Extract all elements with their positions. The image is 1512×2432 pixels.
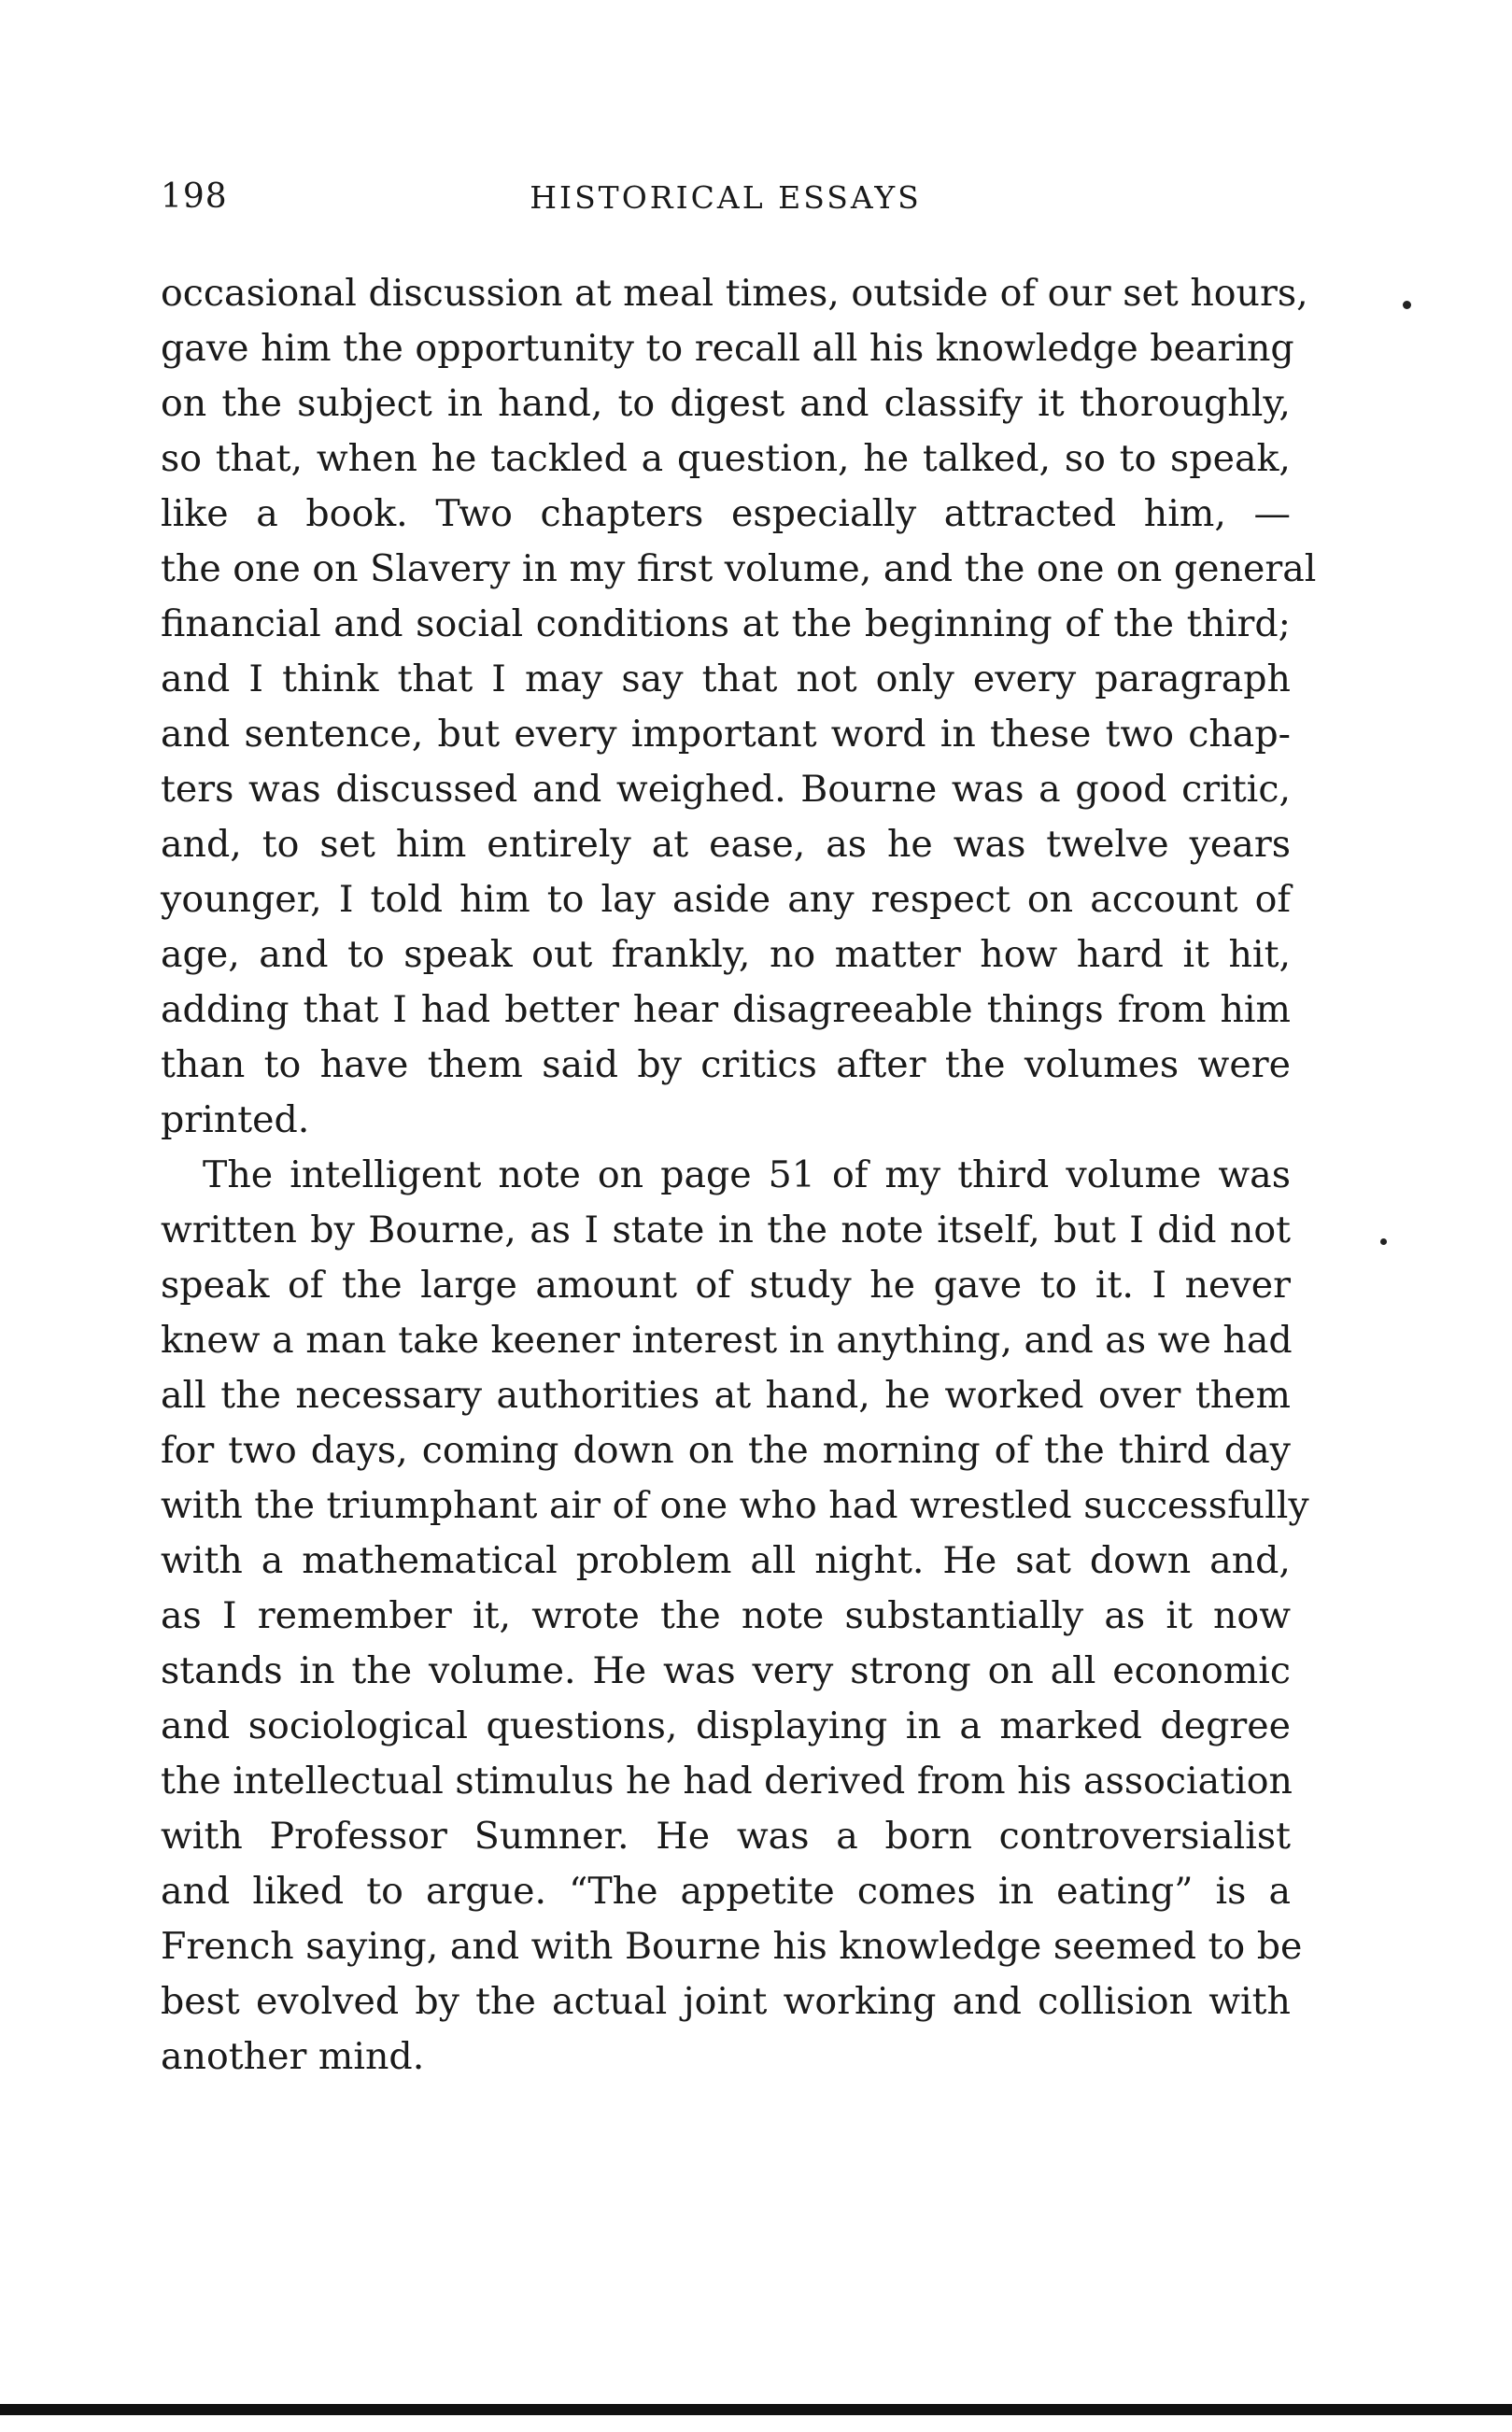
text-line: and sociological questions, displaying in a marked degree (161, 1704, 1291, 1747)
text-line: another mind. (161, 2035, 425, 2078)
body-text (161, 266, 1317, 2085)
page-header (161, 177, 1291, 224)
text-line: gave him the opportunity to recall all his knowledge bearing (161, 327, 1294, 370)
text-line: like a book. Two chapters especially attracted him, — (161, 492, 1291, 535)
text-line: so that, when he tackled a question, he talked, so to speak, (161, 437, 1291, 480)
text-line: printed. (161, 1098, 310, 1141)
paragraph-1 (161, 266, 1317, 1148)
text-line: the one on Slavery in my first volume, and the one on general (161, 547, 1317, 590)
text-line: financial and social conditions at the beginning of the third; (161, 602, 1291, 645)
text-line: and, to set him entirely at ease, as he was twelve years (161, 823, 1291, 866)
text-line: knew a man take keener interest in anything, and as we had (161, 1319, 1293, 1362)
text-line: the intellectual stimulus he had derived from his association (161, 1760, 1293, 1803)
text-line: written by Bourne, as I state in the note itself, but I did not (161, 1209, 1291, 1251)
text-line: best evolved by the actual joint working and collision with (161, 1980, 1291, 2023)
text-line: on the subject in hand, to digest and classify it thoroughly, (161, 382, 1291, 425)
text-line: as I remember it, wrote the note substantially as it now (161, 1594, 1291, 1637)
text-line: speak of the large amount of study he gave to it. I never (161, 1264, 1291, 1307)
text-line: than to have them said by critics after the volumes were (161, 1043, 1291, 1086)
text-line: occasional discussion at meal times, outside of our set hours, (161, 272, 1308, 315)
page-bottom-rule (0, 2404, 1512, 2415)
page-number: 198 (161, 177, 228, 216)
text-line: The intelligent note on page 51 of my third volume was (203, 1153, 1291, 1196)
text-line: and liked to argue. “The appetite comes in eating” is a (161, 1870, 1291, 1913)
text-line: for two days, coming down on the morning of the third day (161, 1429, 1291, 1472)
text-line: with a mathematical problem all night. He sat down and, (161, 1539, 1291, 1582)
text-line: stands in the volume. He was very strong on all economic (161, 1649, 1291, 1692)
text-line: all the necessary authorities at hand, he worked over them (161, 1374, 1291, 1417)
text-line: younger, I told him to lay aside any respect on account of (161, 878, 1291, 921)
text-line: adding that I had better hear disagreeable things from him (161, 988, 1291, 1031)
ink-speck (1403, 301, 1411, 309)
running-head: HISTORICAL ESSAYS (530, 179, 922, 216)
text-line: with the triumphant air of one who had wrestled successfully (161, 1484, 1309, 1527)
text-line: French saying, and with Bourne his knowledge seemed to be (161, 1925, 1303, 1968)
text-line: with Professor Sumner. He was a born controversialist (161, 1815, 1291, 1858)
paragraph-2 (161, 1148, 1309, 2085)
text-line: and I think that I may say that not only every paragraph (161, 657, 1291, 700)
text-line: age, and to speak out frankly, no matter how hard it hit, (161, 933, 1291, 976)
text-line: ters was discussed and weighed. Bourne was a good critic, (161, 768, 1291, 811)
text-line: and sentence, but every important word in these two chap- (161, 713, 1291, 756)
ink-speck (1380, 1238, 1387, 1245)
